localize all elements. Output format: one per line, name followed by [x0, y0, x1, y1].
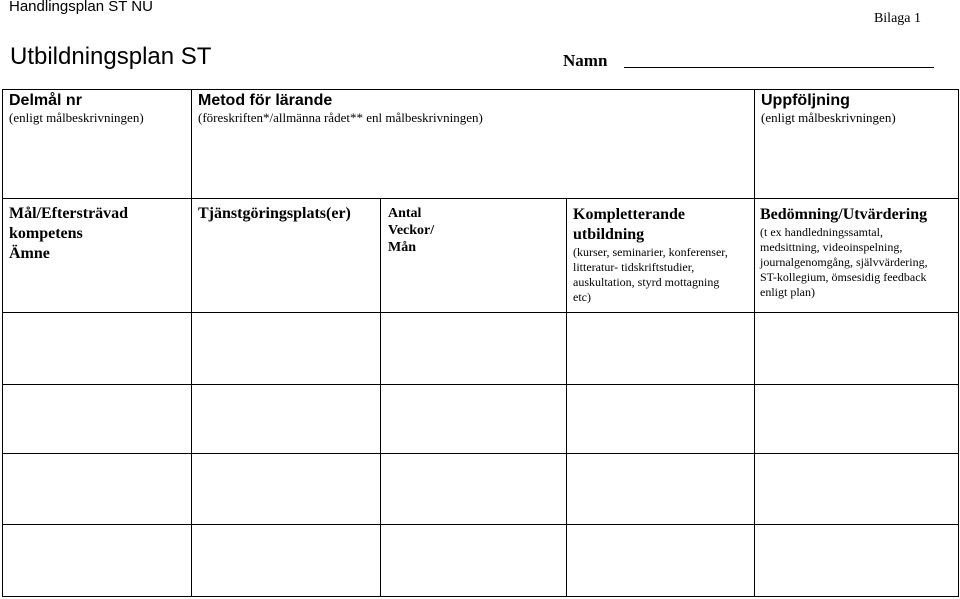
table-divider — [2, 453, 959, 454]
workplace-heading: Tjänstgöringsplats(er) — [198, 205, 351, 222]
table-border-bottom — [2, 596, 959, 597]
supplementary-heading-line: Kompletterande — [573, 206, 685, 223]
duration-header — [388, 205, 563, 256]
name-label: Namn — [563, 51, 608, 70]
supplementary-desc-line: etc) — [573, 290, 591, 304]
duration-header-line: Veckor/ — [388, 223, 435, 238]
goal-number-heading: Delmål nr — [9, 92, 82, 109]
assessment-desc-line: journalgenomgång, självvärdering, — [760, 255, 928, 269]
follow-up-heading: Uppföljning — [761, 92, 850, 109]
table-divider — [2, 198, 959, 199]
table-border-top — [2, 89, 959, 90]
goal-header-line: Mål/Eftersträvad — [9, 205, 129, 222]
column-divider — [754, 89, 755, 597]
assessment-desc-line: (t ex handledningssamtal, — [760, 225, 883, 239]
workplace-header — [198, 204, 380, 224]
assessment-desc-line: enligt plan) — [760, 285, 815, 299]
supplementary-training-header — [573, 205, 753, 305]
goal-number-header — [9, 92, 189, 125]
learning-method-note: (föreskriften*/allmänna rådet** enl målbeskrivningen) — [198, 110, 483, 125]
table-divider — [2, 524, 959, 525]
supplementary-desc-line: litteratur- tidskriftstudier, — [573, 260, 695, 274]
table-border-left — [2, 89, 3, 597]
column-divider — [566, 198, 567, 597]
table-divider — [2, 384, 959, 385]
goal-header-line: Ämne — [9, 245, 50, 262]
name-field-line[interactable] — [624, 67, 934, 68]
goal-competence-header — [9, 204, 189, 264]
column-divider — [380, 198, 381, 597]
learning-method-header — [198, 92, 748, 125]
page-title: Utbildningsplan ST — [10, 43, 212, 70]
plan-table — [2, 89, 959, 599]
learning-method-heading: Metod för lärande — [198, 92, 333, 109]
goal-number-note: (enligt målbeskrivningen) — [9, 110, 144, 125]
document-label: Handlingsplan ST NU — [9, 0, 153, 15]
table-border-right — [958, 89, 959, 597]
goal-header-line: kompetens — [9, 225, 83, 242]
supplementary-desc-line: auskultation, styrd mottagning — [573, 275, 720, 289]
assessment-heading: Bedömning/Utvärdering — [760, 206, 928, 223]
assessment-desc-line: medsittning, videoinspelning, — [760, 240, 903, 254]
attachment-label: Bilaga 1 — [873, 11, 921, 26]
follow-up-note: (enligt målbeskrivningen) — [761, 110, 896, 125]
supplementary-heading-line: utbildning — [573, 226, 645, 243]
table-divider — [2, 312, 959, 313]
follow-up-header — [761, 92, 956, 125]
assessment-header — [760, 205, 958, 300]
supplementary-desc-line: (kurser, seminarier, konferenser, — [573, 245, 728, 259]
assessment-desc-line: ST-kollegium, ömsesidig feedback — [760, 270, 927, 284]
duration-header-line: Mån — [388, 240, 416, 255]
column-divider — [191, 89, 192, 597]
duration-header-line: Antal — [388, 206, 422, 221]
